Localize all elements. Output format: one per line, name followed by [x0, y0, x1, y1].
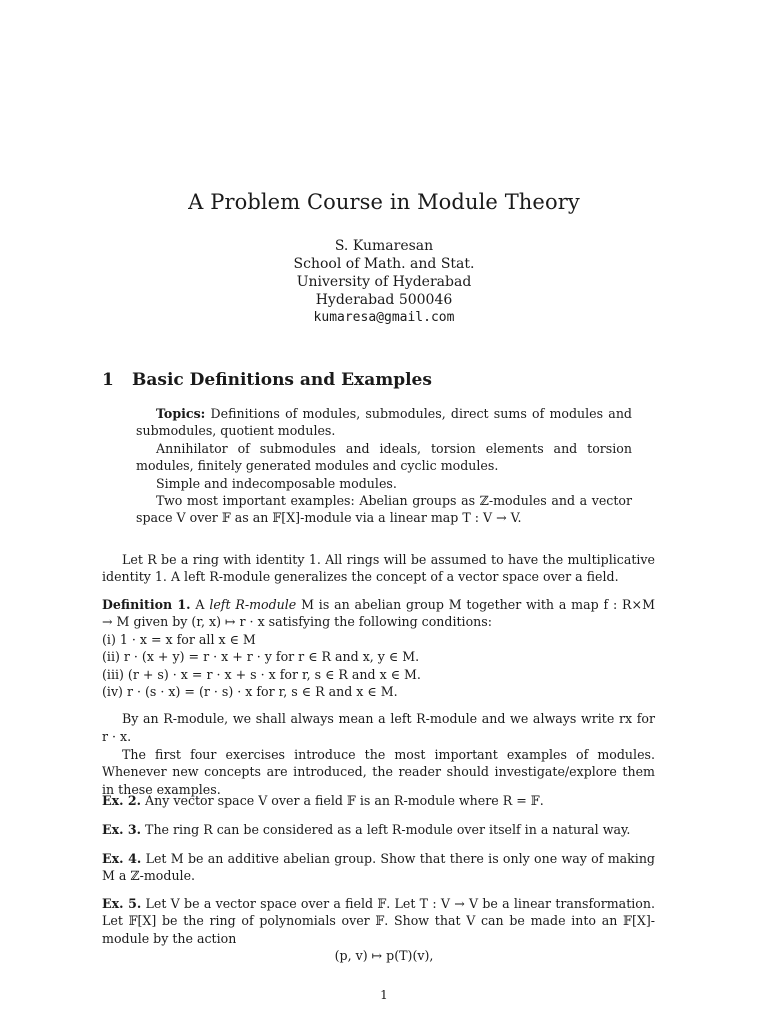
intro-paragraph: Let R be a ring with identity 1. All rings will be assumed to have the multiplicative identity 1. A left R-module generalizes the concept of a vector space over a field. [102, 552, 655, 585]
condition-3: (iii) (r + s) · x = r · x + s · x for r, s ∈ R and x ∈ M. [102, 666, 421, 682]
definition-statement: Definition 1. A left R-module M is an abelian group M together with a map f : R×M → M given by (r, x) ↦ r · x satisfying the following conditions: [102, 597, 655, 630]
definition-label: Definition 1. [102, 597, 191, 612]
page-number: 1 [380, 988, 388, 1002]
topics-block [136, 405, 632, 527]
exercise-label: Ex. 3. [102, 822, 142, 837]
exercises-intro: The first four exercises introduce the most important examples of modules. Whenever new concepts are introduced, the reader should investigate/explore them in these examples. [102, 747, 655, 797]
definition-term: left R-module [209, 597, 297, 612]
document-title: A Problem Course in Module Theory [188, 190, 580, 214]
display-equation: (p, v) ↦ p(T)(v), [334, 948, 434, 963]
author-city: Hyderabad 500046 [315, 292, 453, 308]
author-block [0, 237, 768, 327]
topics-label: Topics: [156, 406, 206, 421]
section-number: 1 [102, 370, 114, 390]
section-title: Basic Definitions and Examples [132, 370, 432, 390]
section-heading [102, 370, 432, 390]
author-university: University of Hyderabad [296, 274, 472, 290]
topics-line-2: Annihilator of submodules and ideals, torsion elements and torsion modules, finitely generated modules and cyclic modules. [136, 440, 632, 474]
definition-block [102, 596, 655, 745]
exercise-label: Ex. 5. [102, 896, 142, 911]
exercise-3: Ex. 3. The ring R can be considered as a left R-module over itself in a natural way. [102, 822, 631, 837]
condition-1: (i) 1 · x = x for all x ∈ M [102, 631, 256, 647]
condition-2: (ii) r · (x + y) = r · x + r · y for r ∈ R and x, y ∈ M. [102, 649, 420, 665]
exercise-2: Ex. 2. Any vector space V over a field 𝔽 is an R-module where R = 𝔽. [102, 793, 544, 808]
topics-line-4: Two most important examples: Abelian groups as ℤ-modules and a vector space V over 𝔽 as an 𝔽[X]-module via a linear map T : V → V. [136, 493, 632, 526]
author-email[interactable]: kumaresa@gmail.com [313, 310, 455, 325]
exercise-5: Ex. 5. Let V be a vector space over a field 𝔽. Let T : V → V be a linear transformation. Let 𝔽[X] be the ring of polynomials over 𝔽. Show that V can be made into an 𝔽[X]-module by the action [102, 896, 655, 946]
exercise-4: Ex. 4. Let M be an additive abelian group. Show that there is only one way of making M a ℤ-module. [102, 851, 655, 884]
exercise-label: Ex. 2. [102, 793, 142, 808]
topics-line-1: Topics: Definitions of modules, submodules, direct sums of modules and submodules, quotient modules. [136, 406, 632, 439]
author-dept: School of Math. and Stat. [293, 256, 475, 272]
definition-remark: By an R-module, we shall always mean a left R-module and we always write rx for r · x. [102, 711, 655, 744]
topics-line-3: Simple and indecomposable modules. [156, 475, 397, 491]
author-name: S. Kumaresan [334, 238, 434, 254]
condition-4: (iv) r · (s · x) = (r · s) · x for r, s ∈ R and x ∈ M. [102, 684, 398, 700]
exercise-label: Ex. 4. [102, 851, 142, 866]
